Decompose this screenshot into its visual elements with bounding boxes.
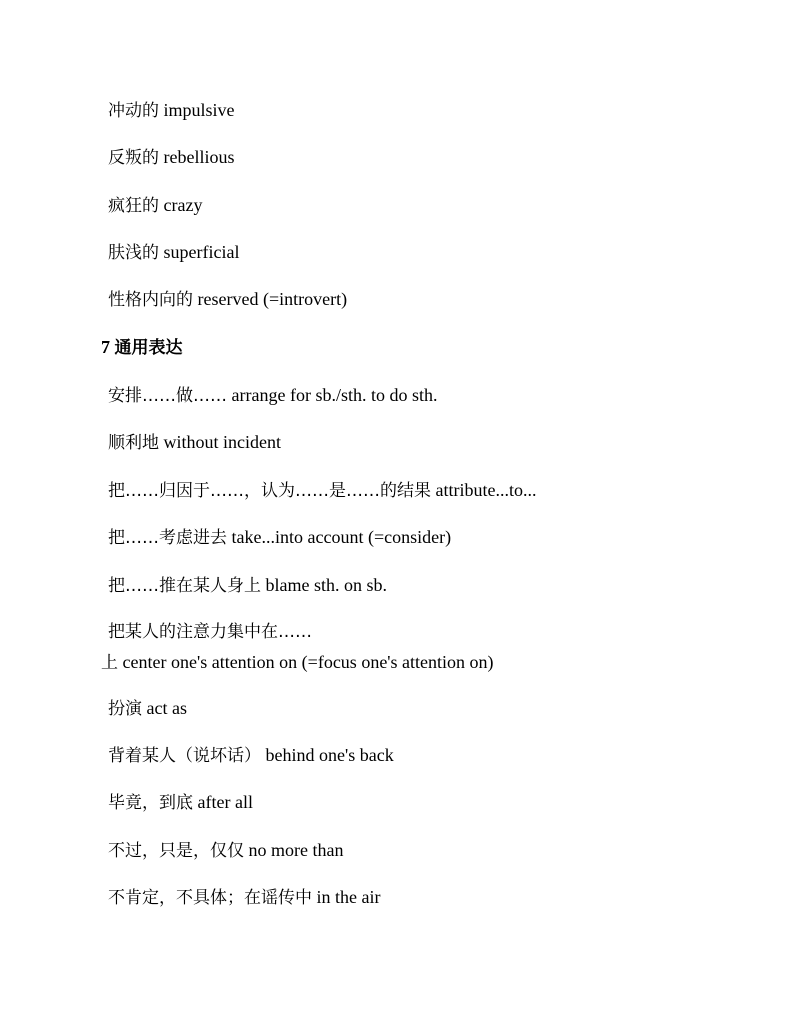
entry-chinese: 肤浅的 xyxy=(108,243,159,263)
entry-english: rebellious xyxy=(163,147,235,167)
entry-english: no more than xyxy=(248,840,344,860)
entry-english: impulsive xyxy=(163,100,235,120)
section-title: 通用表达 xyxy=(114,338,183,358)
phrase-entry xyxy=(108,430,281,455)
phrase-entry xyxy=(108,525,451,550)
section-number: 7 xyxy=(101,337,110,357)
entry-chinese: 顺利地 xyxy=(108,433,159,453)
vocab-entry xyxy=(108,98,235,123)
entry-english: attribute...to... xyxy=(435,480,537,500)
entry-english: behind one's back xyxy=(265,745,394,765)
vocab-entry xyxy=(108,240,239,265)
section-heading xyxy=(101,335,183,360)
entry-chinese: 不过，只是，仅仅 xyxy=(108,841,244,861)
entry-english: center one's attention on (=focus one's attention on) xyxy=(122,652,494,672)
phrase-entry xyxy=(108,838,343,863)
phrase-entry xyxy=(108,478,536,503)
phrase-entry-wrapped xyxy=(101,617,701,678)
entry-chinese: 背着某人（说坏话） xyxy=(108,746,261,766)
entry-line2 xyxy=(101,647,701,678)
entry-english: blame sth. on sb. xyxy=(265,575,387,595)
entry-english: superficial xyxy=(163,242,240,262)
entry-chinese: 把……考虑进去 xyxy=(108,528,227,548)
entry-english: reserved (=introvert) xyxy=(197,289,348,309)
vocab-entry xyxy=(108,287,347,312)
entry-chinese: 冲动的 xyxy=(108,101,159,121)
entry-english: arrange for sb./sth. to do sth. xyxy=(231,385,438,405)
entry-chinese: 不肯定，不具体；在谣传中 xyxy=(108,888,312,908)
entry-chinese: 安排……做…… xyxy=(108,386,227,406)
entry-chinese: 性格内向的 xyxy=(108,290,193,310)
phrase-entry xyxy=(108,573,387,598)
entry-chinese: 扮演 xyxy=(108,699,142,719)
phrase-entry xyxy=(108,885,380,910)
entry-chinese: 毕竟，到底 xyxy=(108,793,193,813)
entry-chinese-line1: 把某人的注意力集中在…… xyxy=(108,622,312,642)
entry-chinese-line2: 上 xyxy=(101,653,118,673)
entry-chinese: 反叛的 xyxy=(108,148,159,168)
entry-english: after all xyxy=(197,792,253,812)
entry-english: in the air xyxy=(316,887,381,907)
phrase-entry xyxy=(108,743,394,768)
entry-chinese: 把……归因于……，认为……是……的结果 xyxy=(108,481,431,501)
phrase-entry xyxy=(108,696,187,721)
phrase-entry xyxy=(108,790,253,815)
phrase-entry xyxy=(108,383,437,408)
entry-chinese: 疯狂的 xyxy=(108,196,159,216)
entry-english: take...into account (=consider) xyxy=(231,527,452,547)
entry-english: crazy xyxy=(163,195,203,215)
entry-english: without incident xyxy=(163,432,281,452)
entry-chinese: 把……推在某人身上 xyxy=(108,576,261,596)
entry-english: act as xyxy=(146,698,187,718)
vocab-entry xyxy=(108,193,202,218)
vocab-entry xyxy=(108,145,234,170)
